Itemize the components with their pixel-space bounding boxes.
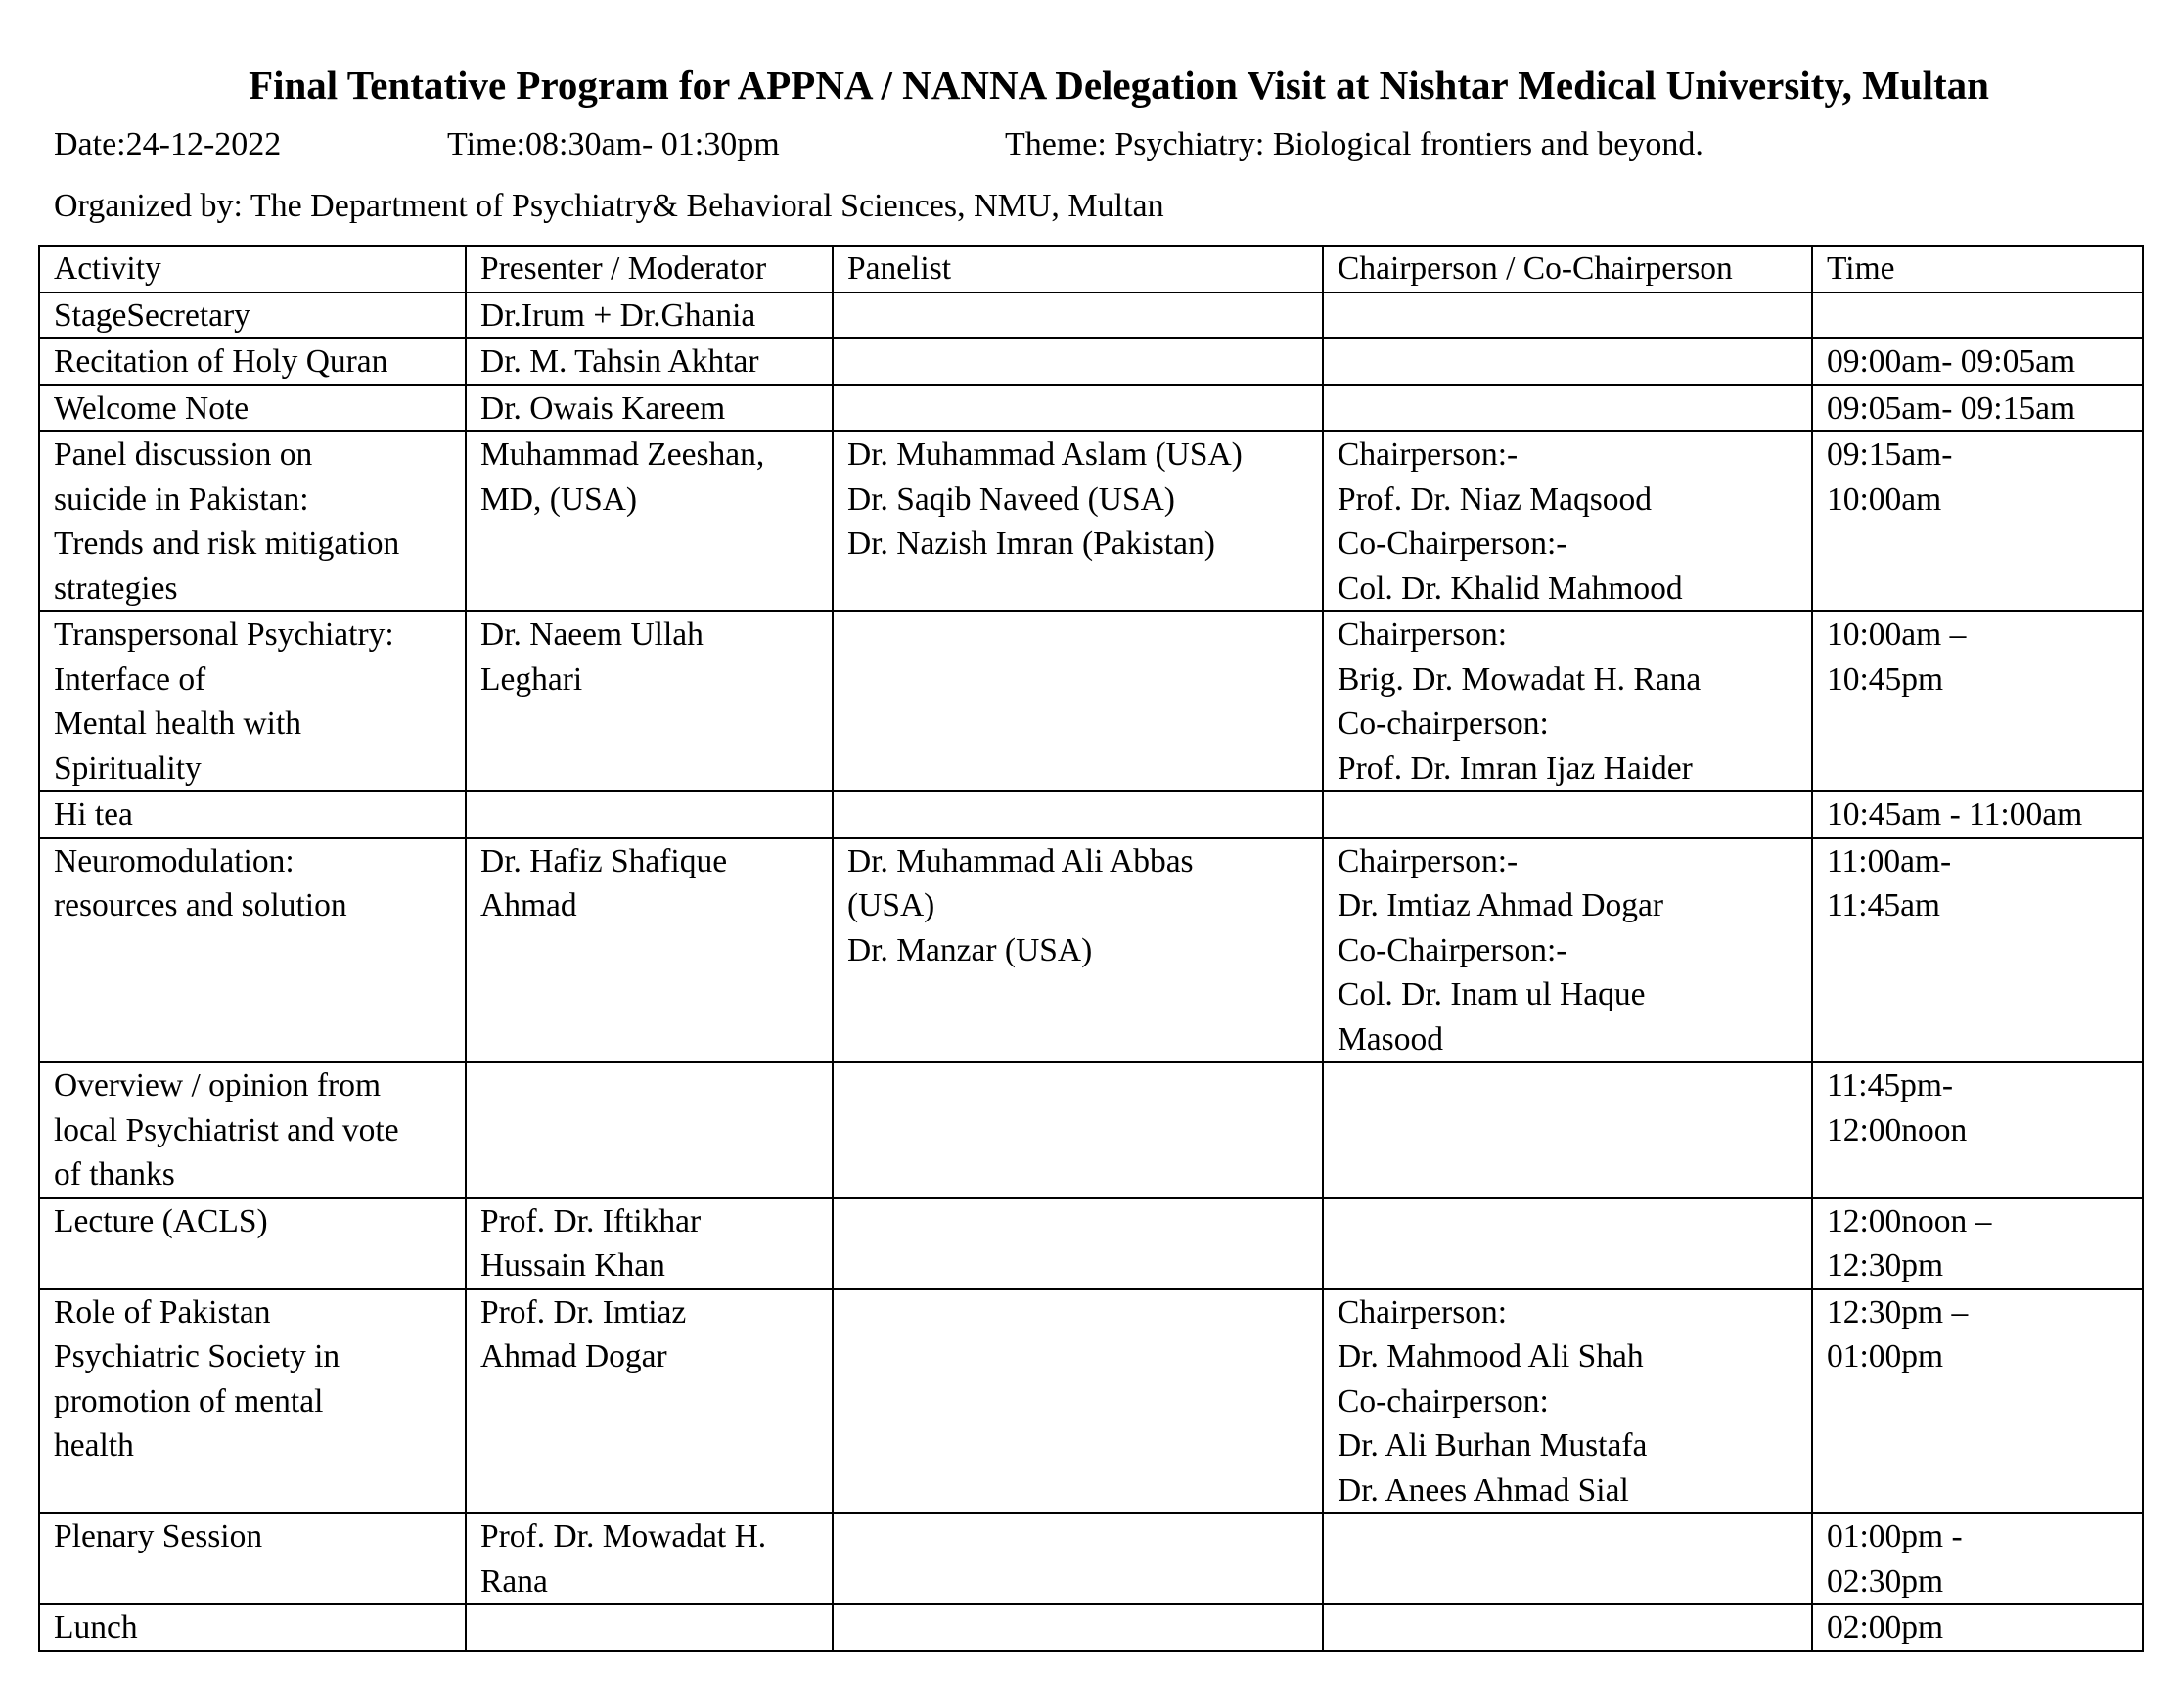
- chairperson-cell: [1323, 838, 1812, 1063]
- cell-line: Spirituality: [54, 749, 202, 787]
- cell-line: Dr. Nazish Imran (Pakistan): [847, 525, 1215, 562]
- chairperson-cell: [1323, 338, 1812, 385]
- activity-cell: [39, 385, 466, 432]
- activity-cell: [39, 611, 466, 791]
- cell-line: Dr. Owais Kareem: [480, 389, 726, 427]
- panelist-cell: [833, 338, 1323, 385]
- presenter-cell: [466, 385, 833, 432]
- presenter-cell: [466, 431, 833, 611]
- column-header-chairperson: Chairperson / Co-Chairperson: [1323, 246, 1812, 292]
- cell-line: Transpersonal Psychiatry:: [54, 616, 394, 652]
- table-row: [39, 1062, 2143, 1198]
- cell-line: 10:45am - 11:00am: [1827, 796, 2083, 832]
- activity-cell: [39, 431, 466, 611]
- time-cell: [1812, 292, 2143, 339]
- cell-line: suicide in Pakistan:: [54, 480, 309, 517]
- panelist-cell: [833, 791, 1323, 838]
- cell-line: Co-chairperson:: [1338, 705, 1549, 742]
- presenter-cell: [466, 338, 833, 385]
- cell-line: of thanks: [54, 1156, 175, 1192]
- chairperson-cell: [1323, 791, 1812, 838]
- cell-line: 12:30pm –: [1827, 1293, 1969, 1330]
- table-row: [39, 838, 2143, 1063]
- panelist-cell: [833, 292, 1323, 339]
- cell-line: 11:45pm-: [1827, 1067, 1954, 1103]
- cell-line: Dr. Ali Burhan Mustafa: [1338, 1427, 1648, 1463]
- panelist-cell: [833, 1513, 1323, 1604]
- cell-line: Prof. Dr. Iftikhar: [480, 1202, 702, 1239]
- cell-line: Leghari: [480, 660, 583, 697]
- presenter-cell: [466, 1513, 833, 1604]
- cell-line: Chairperson:: [1338, 1293, 1508, 1330]
- table-row: [39, 431, 2143, 611]
- cell-line: Mental health with: [54, 705, 302, 742]
- event-date: Date:24-12-2022: [54, 126, 282, 162]
- panelist-cell: [833, 1062, 1323, 1198]
- cell-line: Chairperson:-: [1338, 842, 1519, 879]
- cell-line: Prof. Dr. Niaz Maqsood: [1338, 480, 1652, 517]
- cell-line: health: [54, 1427, 134, 1463]
- cell-line: 11:45am: [1827, 887, 1940, 923]
- cell-line: 10:00am –: [1827, 616, 1967, 652]
- event-theme: Theme: Psychiatry: Biological frontiers and beyond.: [1005, 126, 1703, 162]
- cell-line: Overview / opinion from: [54, 1067, 382, 1103]
- cell-line: Dr. Anees Ahmad Sial: [1338, 1471, 1629, 1508]
- activity-cell: [39, 791, 466, 838]
- cell-line: 02:00pm: [1827, 1609, 1944, 1645]
- cell-line: 01:00pm: [1827, 1338, 1944, 1374]
- cell-line: Col. Dr. Inam ul Haque: [1338, 976, 1646, 1012]
- cell-line: 12:00noon –: [1827, 1202, 1992, 1239]
- cell-line: Prof. Dr. Imtiaz: [480, 1293, 687, 1330]
- cell-line: Dr. Imtiaz Ahmad Dogar: [1338, 887, 1664, 923]
- presenter-cell: [466, 791, 833, 838]
- cell-line: Ahmad: [480, 887, 577, 923]
- activity-cell: [39, 1198, 466, 1289]
- activity-cell: [39, 1289, 466, 1514]
- cell-line: 10:45pm: [1827, 660, 1944, 697]
- cell-line: (USA): [847, 887, 935, 923]
- cell-line: Co-Chairperson:-: [1338, 525, 1567, 562]
- schedule-table: [38, 245, 2144, 1652]
- chairperson-cell: [1323, 1513, 1812, 1604]
- presenter-cell: [466, 292, 833, 339]
- time-cell: [1812, 338, 2143, 385]
- presenter-cell: [466, 1289, 833, 1514]
- column-header-time: Time: [1812, 246, 2143, 292]
- table-row: [39, 1604, 2143, 1651]
- panelist-cell: [833, 1198, 1323, 1289]
- cell-line: 12:30pm: [1827, 1247, 1944, 1283]
- cell-line: Chairperson:-: [1338, 436, 1519, 472]
- cell-line: 09:05am- 09:15am: [1827, 389, 2075, 427]
- chairperson-cell: [1323, 1604, 1812, 1651]
- activity-cell: [39, 338, 466, 385]
- time-cell: [1812, 431, 2143, 611]
- cell-line: Hussain Khan: [480, 1247, 665, 1283]
- time-cell: [1812, 1198, 2143, 1289]
- cell-line: Dr. Muhammad Aslam (USA): [847, 436, 1243, 472]
- cell-line: Brig. Dr. Mowadat H. Rana: [1338, 660, 1702, 697]
- chairperson-cell: [1323, 431, 1812, 611]
- chairperson-cell: [1323, 385, 1812, 432]
- cell-line: Prof. Dr. Imran Ijaz Haider: [1338, 749, 1693, 787]
- cell-line: Co-Chairperson:-: [1338, 931, 1567, 968]
- cell-line: Masood: [1338, 1020, 1443, 1057]
- time-cell: [1812, 1513, 2143, 1604]
- panelist-cell: [833, 431, 1323, 611]
- table-header-row: [39, 246, 2143, 292]
- cell-line: Interface of: [54, 660, 206, 697]
- panelist-cell: [833, 838, 1323, 1063]
- table-row: [39, 1198, 2143, 1289]
- cell-line: Trends and risk mitigation: [54, 525, 400, 562]
- cell-line: Dr. Saqib Naveed (USA): [847, 480, 1175, 517]
- cell-line: Dr. Hafiz Shafique: [480, 842, 728, 879]
- cell-line: 02:30pm: [1827, 1562, 1944, 1599]
- time-cell: [1812, 1289, 2143, 1514]
- presenter-cell: [466, 611, 833, 791]
- cell-line: local Psychiatrist and vote: [54, 1111, 399, 1148]
- event-organizer: Organized by: The Department of Psychiatry& Behavioral Sciences, NMU, Multan: [54, 188, 1164, 224]
- chairperson-cell: [1323, 292, 1812, 339]
- activity-cell: [39, 1513, 466, 1604]
- presenter-cell: [466, 1604, 833, 1651]
- cell-line: Prof. Dr. Mowadat H.: [480, 1518, 767, 1554]
- time-cell: [1812, 1604, 2143, 1651]
- panelist-cell: [833, 1289, 1323, 1514]
- chairperson-cell: [1323, 1198, 1812, 1289]
- cell-line: StageSecretary: [54, 296, 250, 334]
- cell-line: 11:00am-: [1827, 842, 1952, 879]
- cell-line: Ahmad Dogar: [480, 1338, 667, 1374]
- cell-line: Recitation of Holy Quran: [54, 343, 388, 380]
- cell-line: Chairperson:: [1338, 616, 1508, 652]
- cell-line: Psychiatric Society in: [54, 1338, 340, 1374]
- cell-line: Welcome Note: [54, 389, 250, 427]
- cell-line: MD, (USA): [480, 480, 638, 517]
- table-row: [39, 611, 2143, 791]
- cell-line: Muhammad Zeeshan,: [480, 436, 765, 472]
- cell-line: Lunch: [54, 1609, 138, 1645]
- column-header-activity: Activity: [39, 246, 466, 292]
- panelist-cell: [833, 385, 1323, 432]
- cell-line: strategies: [54, 569, 178, 607]
- cell-line: Col. Dr. Khalid Mahmood: [1338, 569, 1683, 607]
- cell-line: Plenary Session: [54, 1518, 263, 1554]
- table-row: [39, 1513, 2143, 1604]
- chairperson-cell: [1323, 1289, 1812, 1514]
- schedule-body: [39, 292, 2143, 1651]
- cell-line: 10:00am: [1827, 480, 1942, 517]
- cell-line: Neuromodulation:: [54, 842, 295, 879]
- cell-line: 09:00am- 09:05am: [1827, 343, 2075, 380]
- panelist-cell: [833, 1604, 1323, 1651]
- time-cell: [1812, 791, 2143, 838]
- cell-line: Rana: [480, 1562, 548, 1599]
- cell-line: 12:00noon: [1827, 1111, 1968, 1148]
- cell-line: Panel discussion on: [54, 436, 313, 472]
- table-row: [39, 791, 2143, 838]
- table-row: [39, 292, 2143, 339]
- cell-line: Hi tea: [54, 796, 133, 832]
- presenter-cell: [466, 1198, 833, 1289]
- chairperson-cell: [1323, 611, 1812, 791]
- table-row: [39, 385, 2143, 432]
- cell-line: Dr. Manzar (USA): [847, 931, 1093, 968]
- column-header-presenter: Presenter / Moderator: [466, 246, 833, 292]
- activity-cell: [39, 838, 466, 1063]
- cell-line: Role of Pakistan: [54, 1293, 271, 1330]
- presenter-cell: [466, 1062, 833, 1198]
- panelist-cell: [833, 611, 1323, 791]
- table-row: [39, 338, 2143, 385]
- cell-line: Dr. M. Tahsin Akhtar: [480, 343, 759, 380]
- column-header-panelist: Panelist: [833, 246, 1323, 292]
- cell-line: Dr. Naeem Ullah: [480, 616, 704, 652]
- time-cell: [1812, 1062, 2143, 1198]
- cell-line: Lecture (ACLS): [54, 1202, 268, 1239]
- cell-line: resources and solution: [54, 887, 347, 923]
- table-row: [39, 1289, 2143, 1514]
- cell-line: Dr. Mahmood Ali Shah: [1338, 1338, 1644, 1374]
- activity-cell: [39, 1062, 466, 1198]
- presenter-cell: [466, 838, 833, 1063]
- event-time: Time:08:30am- 01:30pm: [447, 126, 780, 162]
- chairperson-cell: [1323, 1062, 1812, 1198]
- time-cell: [1812, 385, 2143, 432]
- cell-line: Co-chairperson:: [1338, 1382, 1549, 1419]
- document-title: Final Tentative Program for APPNA / NANNA Delegation Visit at Nishtar Medical University, Multan: [249, 63, 1989, 108]
- time-cell: [1812, 611, 2143, 791]
- cell-line: 09:15am-: [1827, 436, 1953, 472]
- activity-cell: [39, 1604, 466, 1651]
- cell-line: Dr.Irum + Dr.Ghania: [480, 296, 756, 334]
- cell-line: Dr. Muhammad Ali Abbas: [847, 842, 1194, 879]
- cell-line: 01:00pm -: [1827, 1518, 1963, 1554]
- cell-line: promotion of mental: [54, 1382, 324, 1419]
- activity-cell: [39, 292, 466, 339]
- time-cell: [1812, 838, 2143, 1063]
